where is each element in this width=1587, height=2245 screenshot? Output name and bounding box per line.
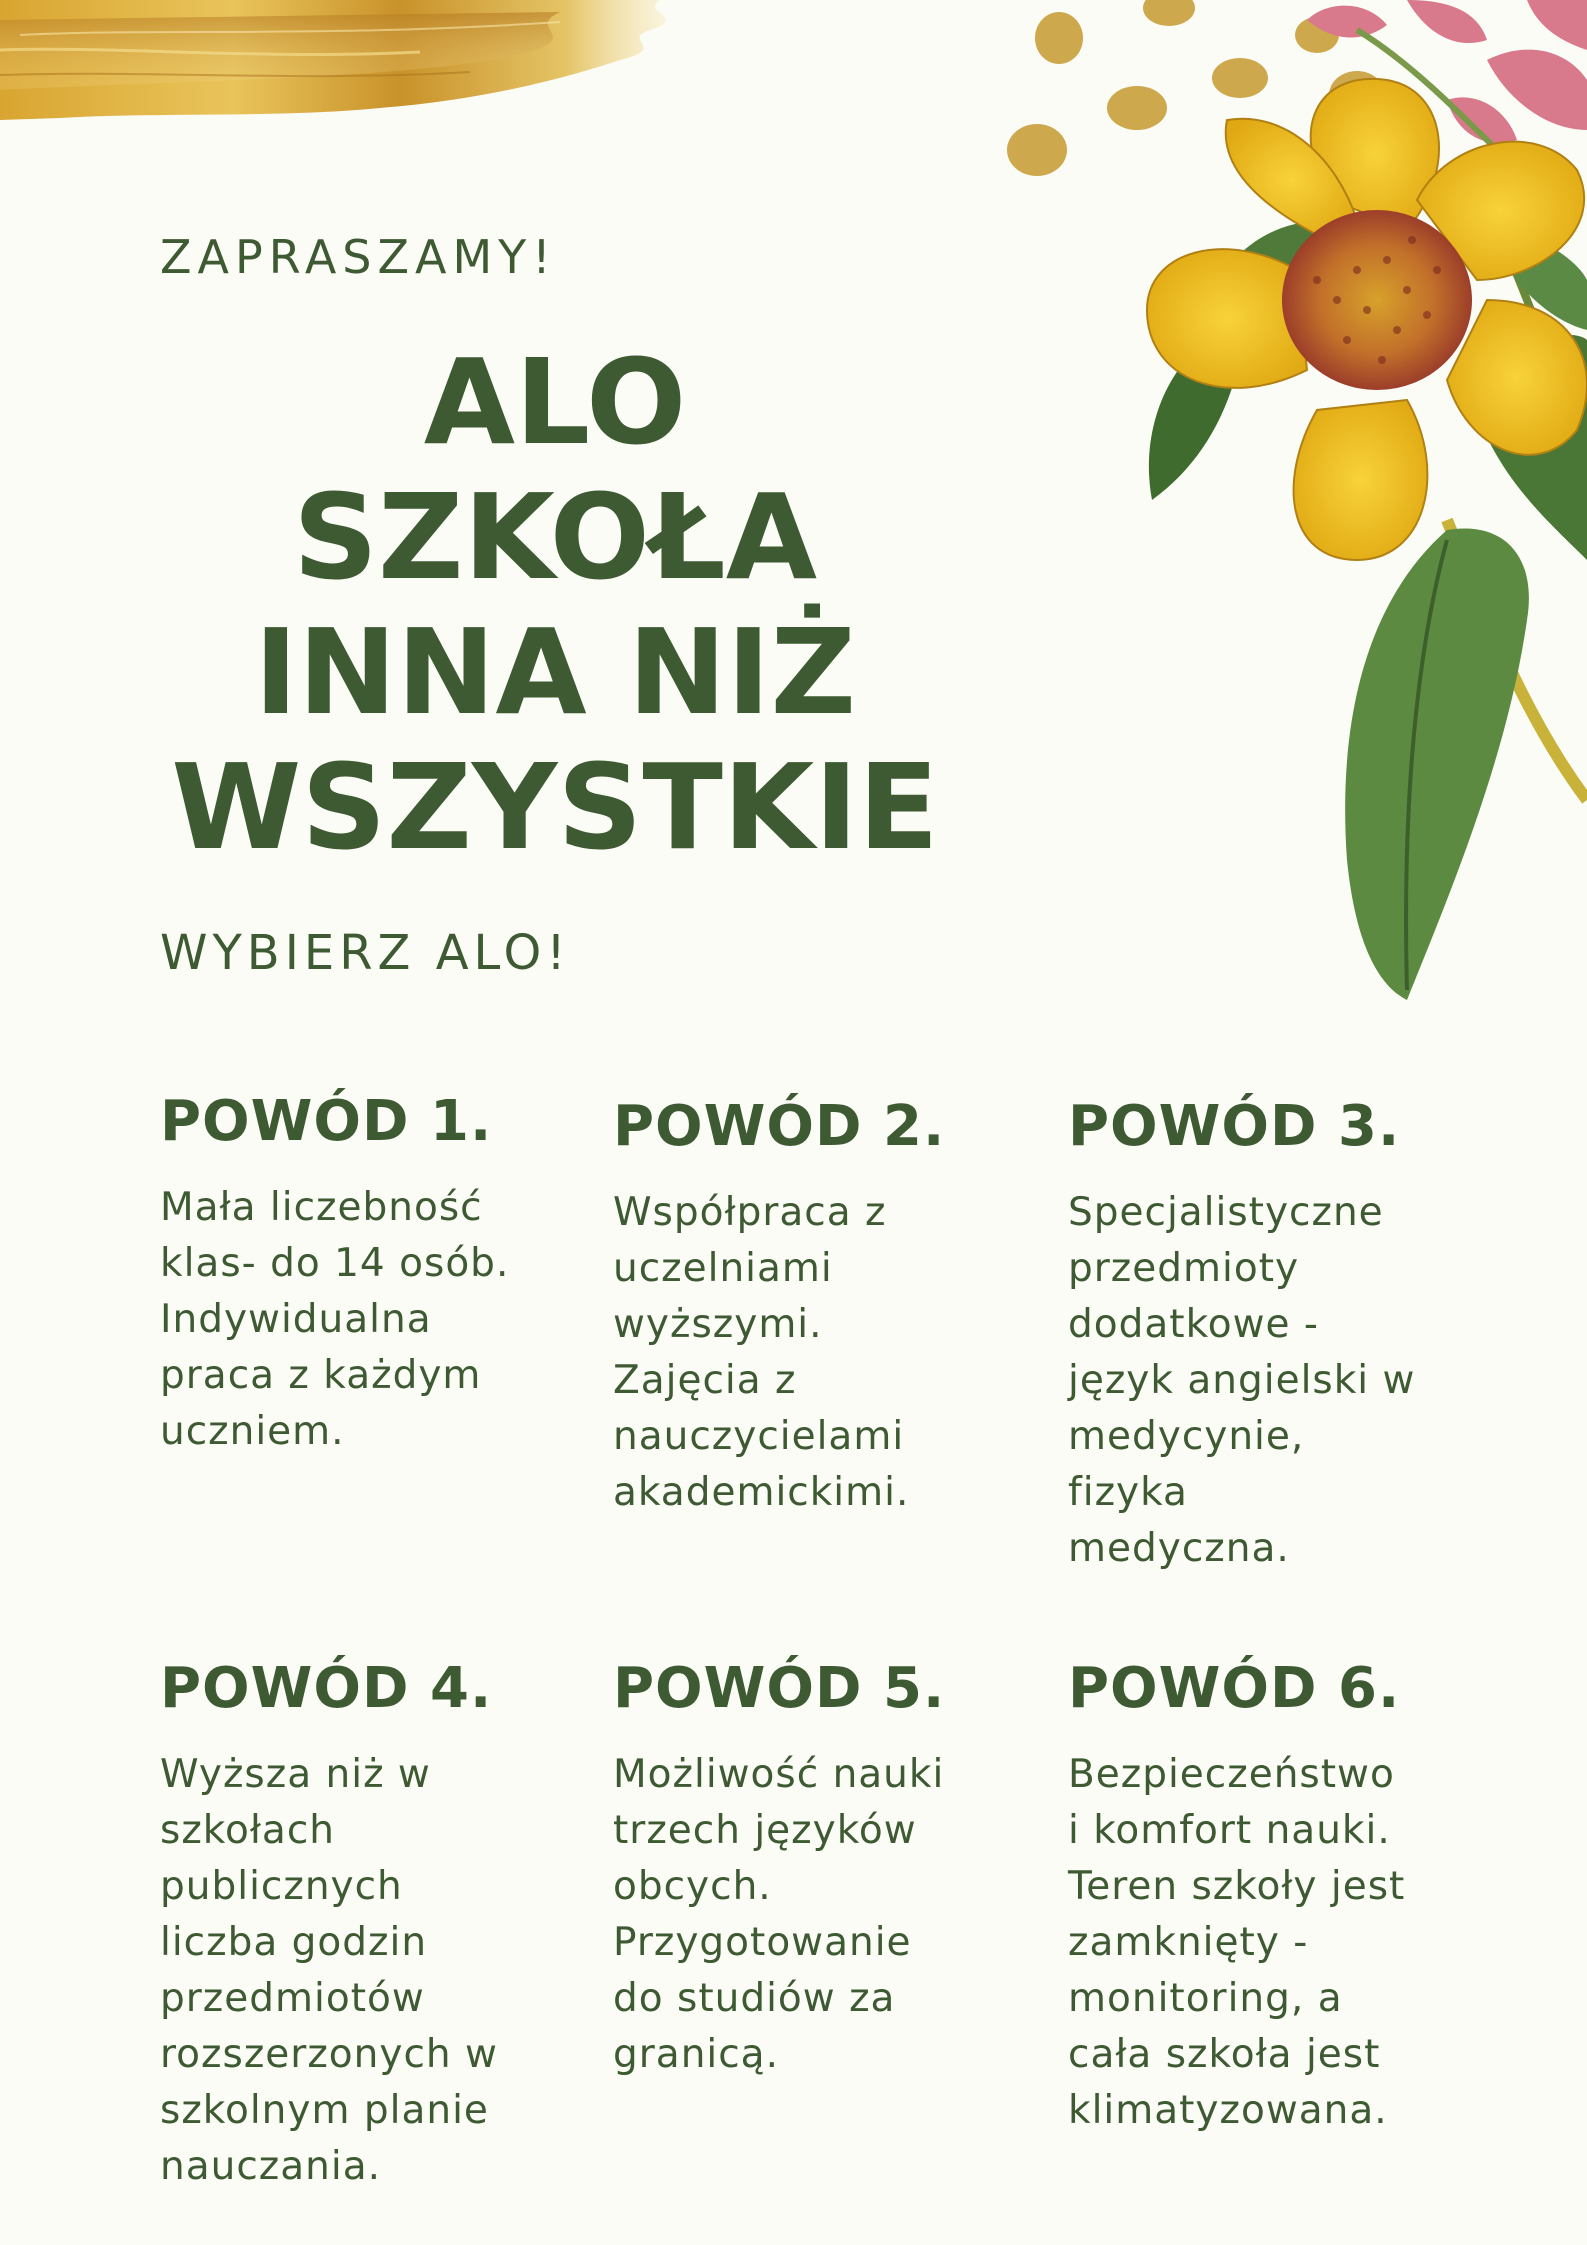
reason-heading: POWÓD 6. [1068,1656,1401,1721]
reason-block-2 [613,1095,1033,1521]
reason-body: Specjalistyczne przedmioty dodatkowe - język angielski w medycynie, fizyka medyczna. [1068,1190,1416,1571]
reason-block-5 [613,1657,1033,2083]
yellow-flower-illustration [887,0,1587,1000]
kicker-text: ZAPRASZAMY! [160,230,557,284]
reason-block-3 [1068,1095,1488,1577]
reason-body: Wyższa niż w szkołach publicznych liczba godzin przedmiotów rozszerzonych w szkolnym planie nauczania. [160,1752,498,2189]
reason-block-6 [1068,1657,1488,2139]
reason-body: Mała liczebność klas- do 14 osób. Indywidualna praca z każdym uczniem. [160,1185,510,1454]
reason-body: Bezpieczeństwo i komfort nauki. Teren szkoły jest zamknięty - monitoring, a cała szkoła jest klimatyzowana. [1068,1752,1406,2133]
reason-heading: POWÓD 1. [160,1089,493,1154]
subtitle-text: WYBIERZ ALO! [160,925,571,981]
title-line: ALO [423,333,687,471]
reason-heading: POWÓD 3. [1068,1094,1401,1159]
page-title [140,335,970,875]
title-line: INNA NIŻ [253,603,857,741]
reason-body: Możliwość nauki trzech języków obcych. Przygotowanie do studiów za granicą. [613,1752,945,2077]
gold-brush-stroke [0,0,700,130]
reason-block-4 [160,1657,580,2195]
title-line: WSZYSTKIE [171,738,939,876]
title-line: SZKOŁA [292,468,818,606]
reason-heading: POWÓD 2. [613,1094,946,1159]
reason-heading: POWÓD 4. [160,1656,493,1721]
reason-body: Współpraca z uczelniami wyższymi. Zajęcia z nauczycielami akademickimi. [613,1190,910,1515]
reason-heading: POWÓD 5. [613,1656,946,1721]
reason-block-1 [160,1090,580,1460]
